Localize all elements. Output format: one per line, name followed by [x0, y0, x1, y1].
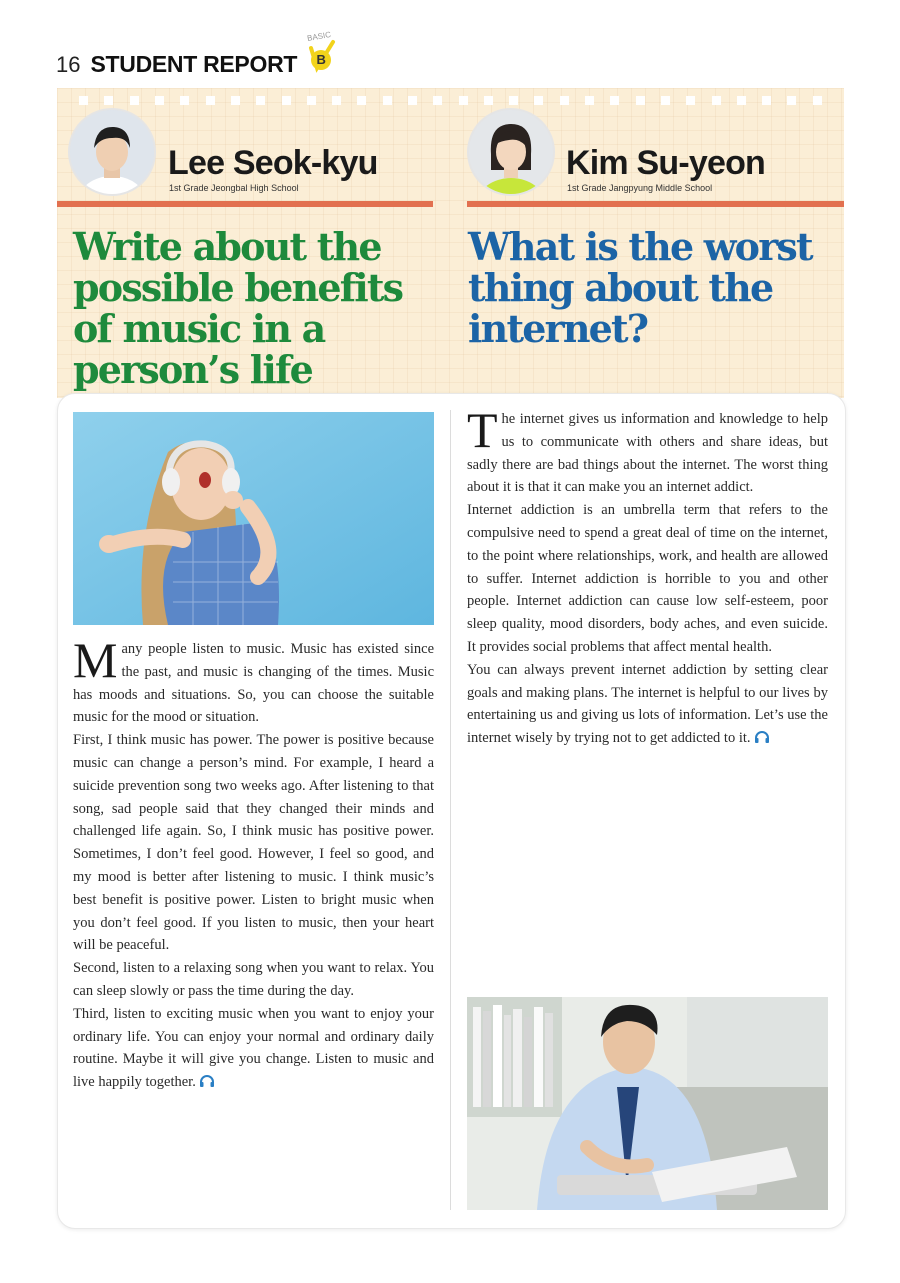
badge-label: BASIC — [306, 29, 332, 44]
question-title-left: Write about the possible benefits of music in a person’s life — [73, 224, 403, 392]
paragraph: You can always prevent internet addiction by setting clear goals and making plans. The internet is helpful to our lives by entertaining us and giving us lots of information. Let’s use the internet wisely by trying not to get addicted to it. — [467, 661, 828, 747]
paragraph: The internet gives us information and knowledge to help us to communicate with others and share ideas, but sadly there are bad things about the internet. The worst thing about it is that it can make you an internet addict. — [467, 402, 828, 496]
question-title-right: What is the worst thing about the internet? — [468, 224, 812, 351]
paragraph: Third, listen to exciting music when you want to enjoy your ordinary life. You can enjoy your normal and ordinary daily routine. Maybe it will give you change. Listen to music and live happily together. — [73, 1005, 434, 1091]
student-avatar-left — [68, 108, 156, 196]
paragraph: First, I think music has power. The power is positive because music can change a person’s mind. For example, I heard a suicide prevention song two weeks ago. After listening to that song, sad people said that they changed their minds and challenged life again. So, I think music has positive power. Sometimes, I don’t feel good. However, I feel so good, and my mood is better after listening to music. I think music’s best benefit is positive power. Listen to bright music when you don’t feel good. If you listen to music, then your heart will be peaceful. — [73, 732, 434, 954]
headphones-icon — [754, 730, 770, 744]
student-avatar-right — [467, 108, 555, 196]
student-school-right: 1st Grade Jangpyung Middle School — [567, 183, 713, 193]
page-header — [56, 29, 339, 78]
accent-rule-right — [467, 201, 844, 207]
man-stomachache-photo — [467, 997, 828, 1210]
drop-cap: T — [467, 402, 498, 458]
girl-headphones-photo — [73, 412, 434, 625]
headphones-icon — [199, 1074, 215, 1088]
perforation-dots — [57, 96, 844, 106]
paragraph: Internet addiction is an umbrella term that refers to the compulsive need to spend a great deal of time on the internet, to the point where relationships, work, and health are allowed to suffer. Internet addiction is horrible to you and other people. Internet addiction can cause low self-esteem, poor sleep quality, mood disorders, body aches, and even suicide. It provides social problems that affect mental health. — [467, 502, 828, 655]
student-school-left: 1st Grade Jeongbal High School — [169, 183, 299, 193]
basic-badge — [305, 29, 339, 78]
student-name-right: Kim Su-yeon — [566, 144, 766, 182]
article-body-right — [467, 402, 828, 750]
drop-cap: M — [73, 632, 118, 688]
page-title: STUDENT REPORT — [90, 51, 298, 77]
paragraph: Many people listen to music. Music has existed since the past, and music is changing of the times. Music has moods and situations. So, you can choose the suitable music for the mood or situation. — [73, 632, 434, 726]
accent-rule-left — [57, 201, 433, 207]
page-number: 16 — [56, 52, 81, 77]
paragraph: Second, listen to a relaxing song when you want to relax. You can sleep slowly or pass the time during the day. — [73, 960, 434, 999]
article-body-left — [73, 632, 434, 1094]
badge-letter: B — [311, 50, 331, 70]
column-divider — [450, 410, 451, 1210]
student-name-left: Lee Seok-kyu — [168, 144, 378, 182]
